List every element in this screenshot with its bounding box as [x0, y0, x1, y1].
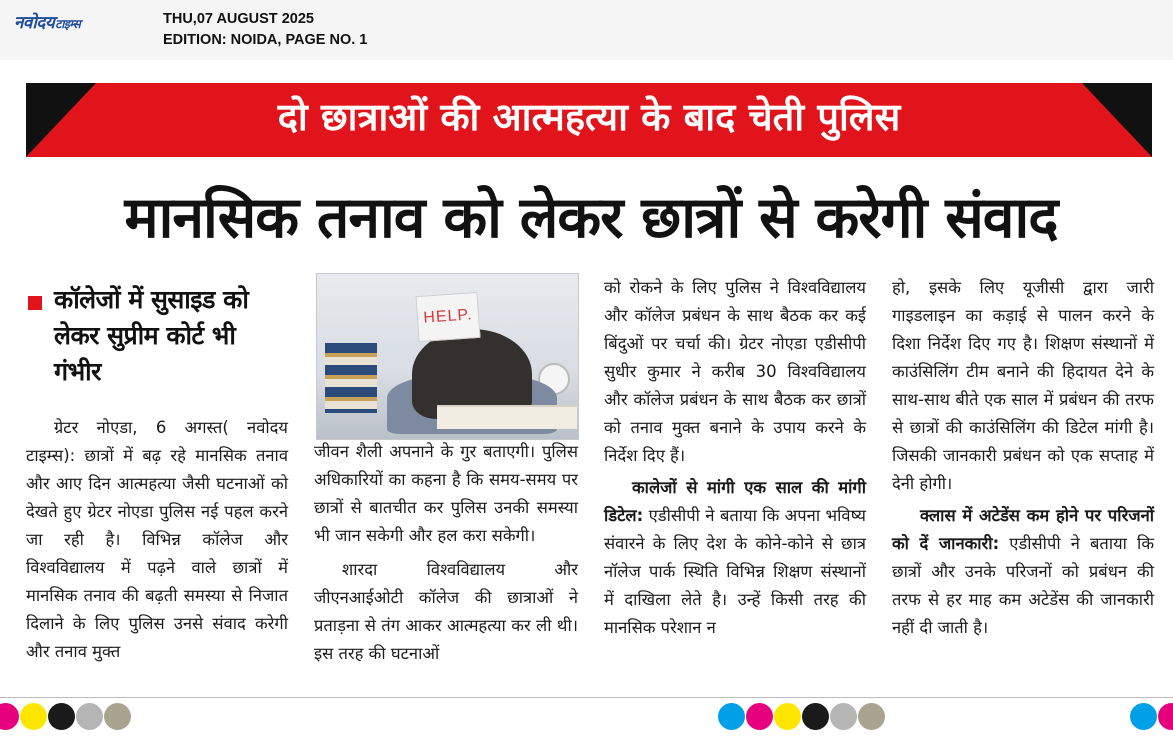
column-3-para-2: [604, 474, 866, 642]
column-2-para-2: शारदा विश्वविद्यालय और जीएनआईओटी कॉलेज की छात्राओं ने प्रताड़ना से तंग आकर आत्महत्या कर ली थी। इस तरह की घटनाओं: [314, 560, 578, 663]
edition-date: THU,07 AUGUST 2025: [163, 11, 314, 27]
registration-dot: [858, 703, 885, 730]
logo-sub: टाइम्स: [55, 17, 81, 31]
edition-meta: [163, 9, 367, 51]
kicker-headline: दो छात्राओं की आत्महत्या के बाद चेती पुलिस: [277, 95, 901, 139]
subhead-text: कॉलेजों में सुसाइड को लेकर सुप्रीम कोर्ट भी गंभीर: [54, 285, 249, 386]
column-4: [892, 274, 1154, 642]
column-1: [26, 414, 288, 666]
registration-dot: [104, 703, 131, 730]
registration-dot: [1158, 703, 1173, 730]
column-3-para-1: को रोकने के लिए पुलिस ने विश्वविद्यालय और कॉलेज प्रबंधन के साथ बैठक कर कई बिंदुओं पर चर्चा की। ग्रेटर नोएडा एडीसीपी सुधीर कुमार ने करीब 30 विश्वविद्यालय और कॉलेज प्रबंधन के साथ बैठक कर छात्रों को तनाव मुक्त बनाने के उपाय करने के निर्देश दिए हैं।: [604, 278, 866, 465]
column-2: [314, 438, 578, 668]
photo-books-stack: [325, 343, 377, 413]
newspaper-logo: [14, 10, 80, 32]
news-clipping: [0, 60, 1173, 743]
clipping-header-bar: [0, 0, 1173, 61]
registration-dot: [1130, 703, 1157, 730]
edition-page: EDITION: NOIDA, PAGE NO. 1: [163, 32, 368, 48]
column-1-text: ग्रेटर नोएडा, 6 अगस्त( नवोदय टाइम्स): छात्रों में बढ़ रहे मानसिक तनाव और आए दिन आत्महत्या जैसी घटनाओं को देखते हुए ग्रेटर नोएडा पुलिस नई पहल करने जा रही है। विभिन्न कॉलेज और विश्वविद्यालय में पढ़ने वाले छात्रों में मानसिक तनाव की बढ़ती समस्या से निजात दिलाने के लिए पुलिस उनसे संवाद करेगी और तनाव मुक्त: [26, 418, 288, 661]
column-2-para-1: जीवन शैली अपनाने के गुर बताएगी। पुलिस अधिकारियों का कहना है कि समय-समय पर छात्रों से बातचीत कर पुलिस उनकी समस्या भी जान सकेगी और हल करा सकेगी।: [314, 442, 578, 545]
column-4-para-2: [892, 502, 1154, 642]
column-4-para-1: हो, इसके लिए यूजीसी द्वारा जारी गाइडलाइन का कड़ाई से पालन करने के दिशा निर्देश दिए गए है। शिक्षण संस्थानों में काउंसिलिंग टीम बनाने की हिदायत देने के साथ-साथ बीते एक साल में प्रबंधन की तरफ से छात्रों की काउंसिलिंग की डिटेल मांगी है। जिसकी जानकारी प्रबंधन को एक सप्ताह में देनी होगी।: [892, 278, 1154, 493]
stressed-student-photo: [316, 273, 579, 440]
registration-dot: [802, 703, 829, 730]
main-headline: मानसिक तनाव को लेकर छात्रों से करेगी संवाद: [124, 185, 1058, 251]
bottom-rule: [0, 697, 1173, 698]
kicker-band: [26, 83, 1152, 157]
registration-dot: [0, 703, 19, 730]
subhead-red-square-icon: [28, 296, 42, 310]
logo-main: नवोदय: [14, 13, 55, 33]
registration-dot: [48, 703, 75, 730]
column-3: [604, 274, 866, 642]
registration-dot: [76, 703, 103, 730]
registration-dot: [718, 703, 745, 730]
registration-dot: [20, 703, 47, 730]
column-4-subheading: क्लास में अटेडेंस कम होने पर परिजनों को दें जानकारी:: [892, 506, 1154, 553]
registration-dot: [774, 703, 801, 730]
help-sign-text: HELP.: [422, 306, 474, 327]
photo-open-book: [437, 405, 577, 429]
photo-help-sign: [415, 292, 480, 342]
registration-dot: [746, 703, 773, 730]
registration-dot: [830, 703, 857, 730]
column-3-para-2-text: एडीसीपी ने बताया कि अपना भविष्य संवारने के लिए देश के कोने-कोने से छात्र नॉलेज पार्क स्थिति विभिन्न शिक्षण संस्थानों में दाखिला लेते है। उन्हें किसी तरह की मानसिक परेशान न: [604, 506, 866, 637]
column-4-para-2-text: एडीसीपी ने बताया कि छात्रों और उनके परिजनों को प्रबंधन की तरफ से हर माह कम अटेडेंस की जानकारी नहीं दी जाती है।: [892, 534, 1155, 637]
column-3-subheading: कालेजों से मांगी एक साल की मांगी डिटेल:: [604, 478, 866, 525]
sub-headline: [28, 282, 290, 390]
